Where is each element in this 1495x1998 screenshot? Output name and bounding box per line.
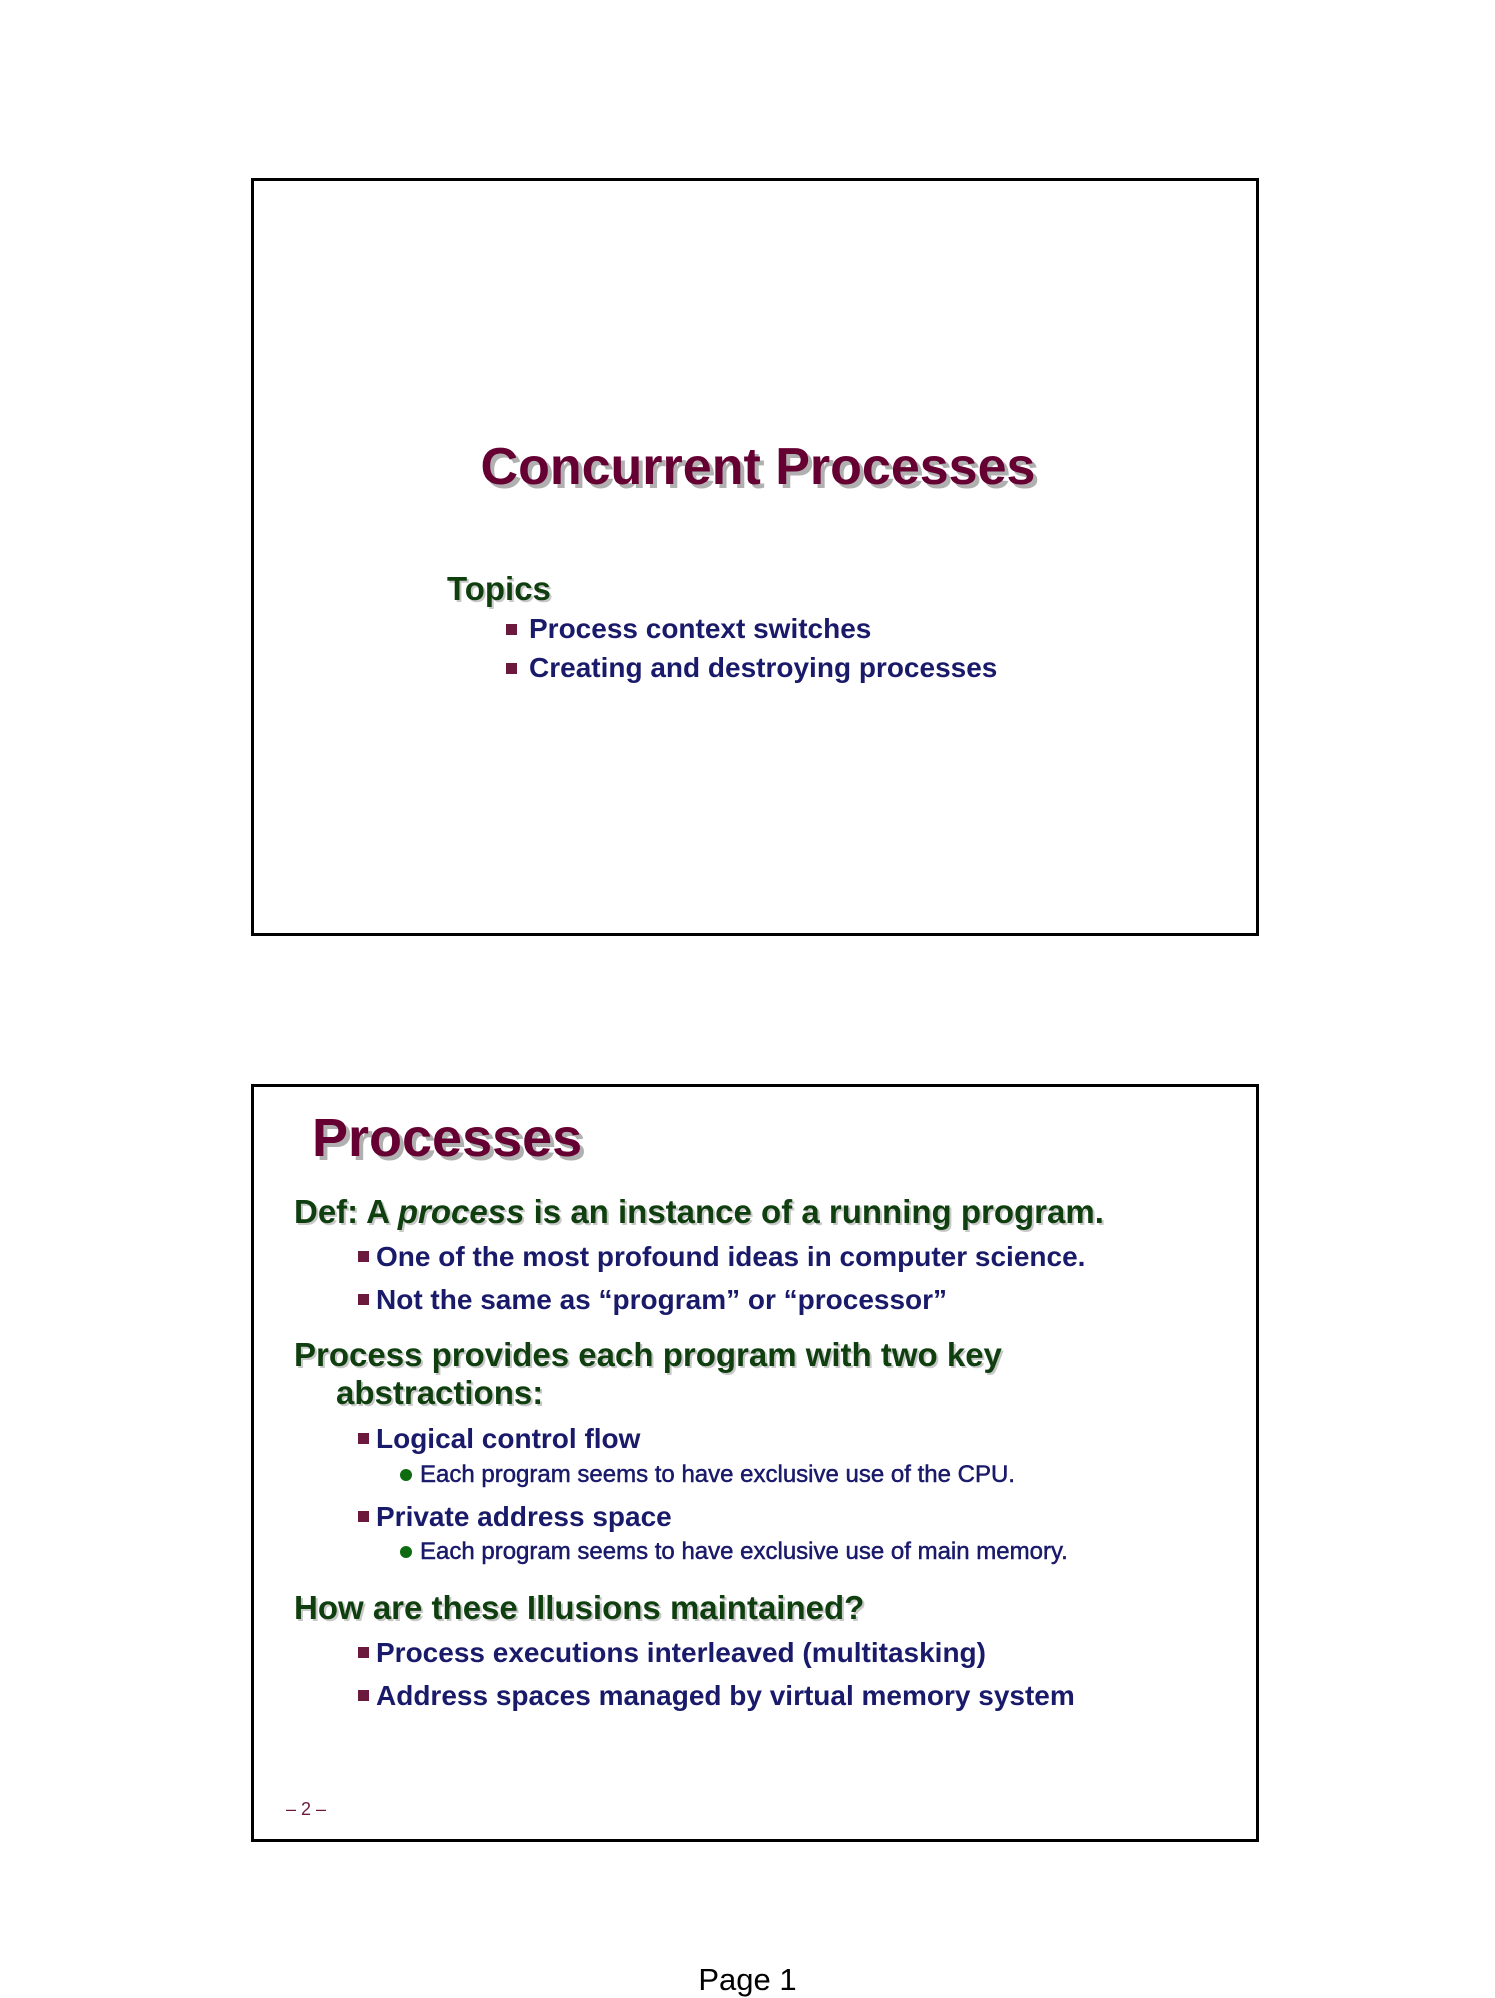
def-italic: process (397, 1193, 525, 1230)
slide-title: Concurrent Processes (480, 438, 1036, 496)
bullet-square-icon (506, 663, 517, 674)
topic-item: Creating and destroying processes (529, 652, 998, 683)
illusions-heading: How are these Illusions maintained? (294, 1589, 865, 1626)
definition-heading (294, 1195, 1104, 1228)
def-bullet: Not the same as “program” or “processor” (376, 1284, 948, 1315)
def-prefix: Def: A (294, 1193, 398, 1230)
bullet-dot-icon (400, 1546, 412, 1558)
slide-2 (251, 1084, 1259, 1842)
page-label: Page 1 (698, 1962, 797, 1997)
slide-1 (251, 178, 1259, 936)
def-suffix: is an instance of a running program. (524, 1193, 1104, 1230)
slide-title: Processes (312, 1108, 583, 1168)
slide-number: – 2 – (286, 1799, 327, 1819)
abstraction-subitem: Each program seems to have exclusive use of the CPU. (420, 1461, 1015, 1488)
bullet-square-icon (506, 624, 517, 635)
topic-item: Process context switches (529, 613, 872, 644)
abstractions-heading: Process provides each program with two key (294, 1336, 1002, 1373)
bullet-square-icon (358, 1251, 369, 1262)
bullet-dot-icon (400, 1469, 412, 1481)
abstraction-subitem: Each program seems to have exclusive use of main memory. (420, 1538, 1068, 1565)
abstraction-item: Private address space (376, 1501, 672, 1532)
bullet-square-icon (358, 1294, 369, 1305)
illusion-item: Address spaces managed by virtual memory system (376, 1680, 1075, 1711)
abstraction-item: Logical control flow (376, 1423, 641, 1454)
bullet-square-icon (358, 1433, 369, 1444)
bullet-square-icon (358, 1690, 369, 1701)
topics-heading: Topics (447, 570, 551, 607)
illusion-item: Process executions interleaved (multitasking) (376, 1637, 986, 1668)
abstractions-heading-cont: abstractions: (336, 1374, 544, 1411)
def-bullet: One of the most profound ideas in computer science. (376, 1241, 1086, 1272)
bullet-square-icon (358, 1511, 369, 1522)
bullet-square-icon (358, 1647, 369, 1658)
